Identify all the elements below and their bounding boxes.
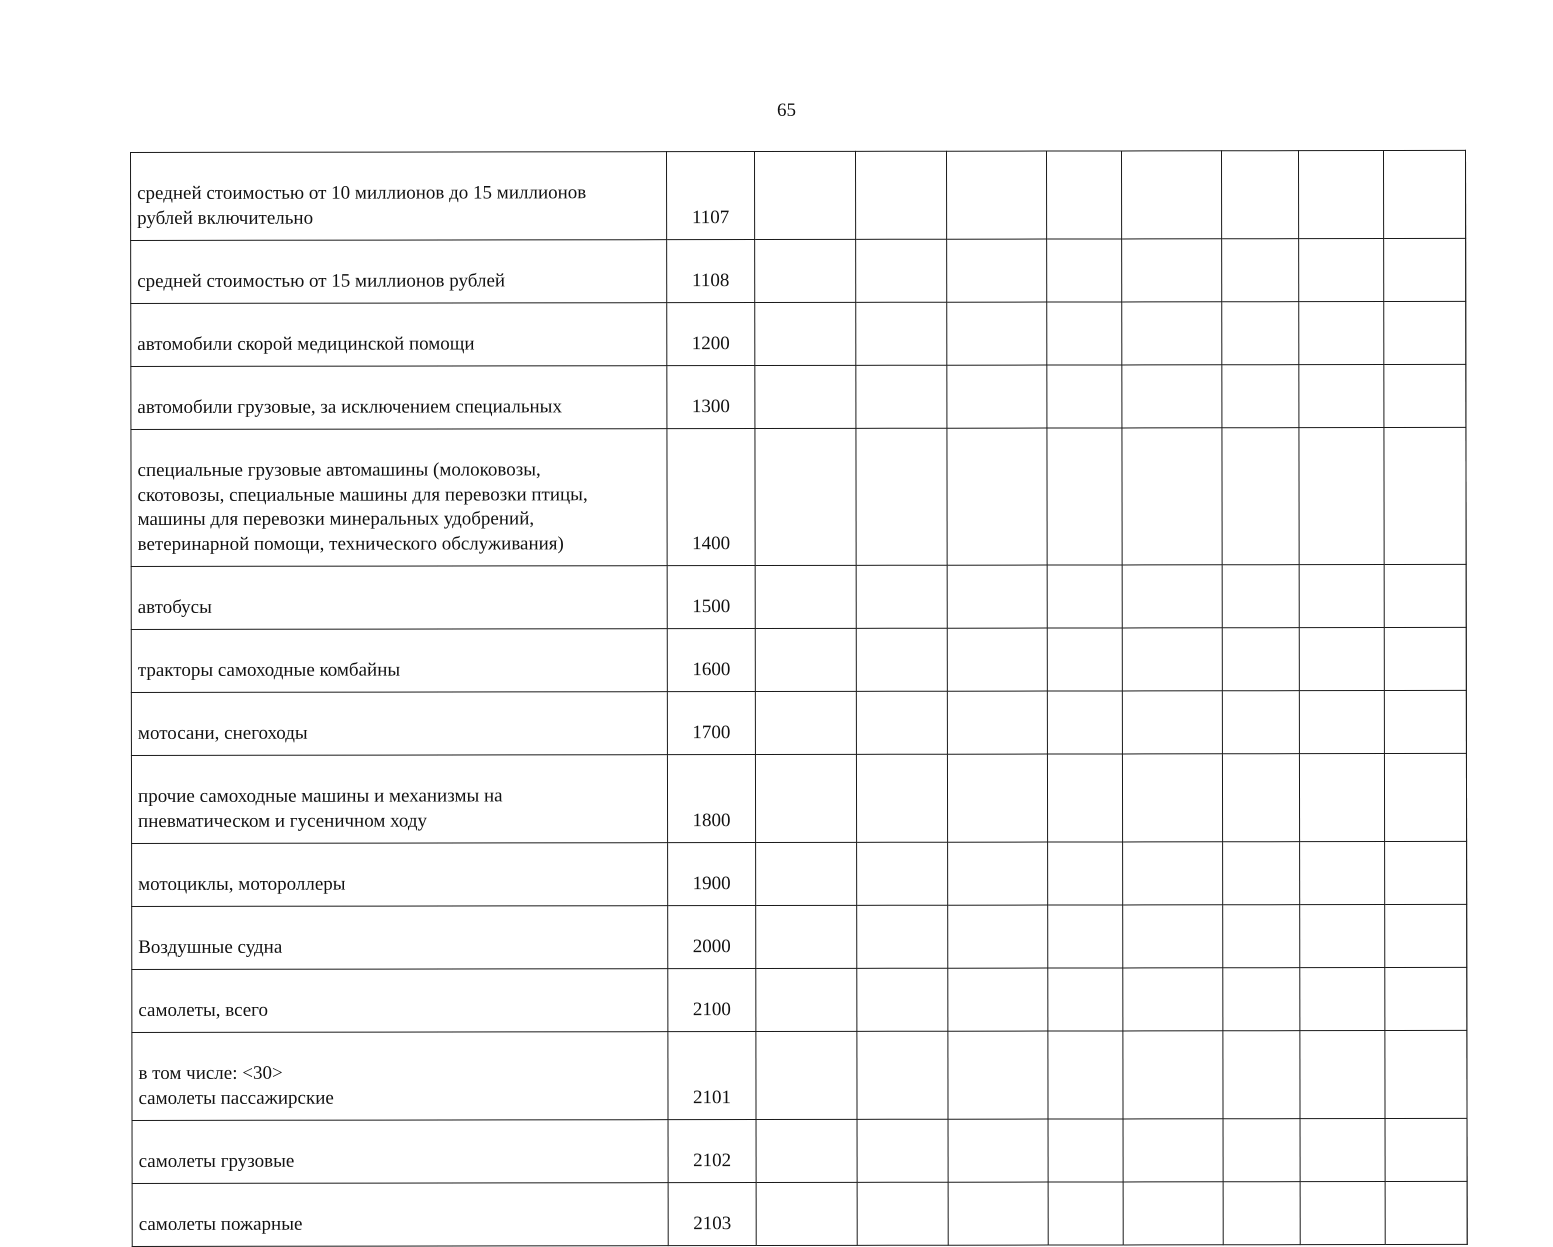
- data-cell[interactable]: [1046, 151, 1121, 239]
- data-cell[interactable]: [857, 1031, 948, 1119]
- data-cell[interactable]: [948, 905, 1048, 968]
- table-row: [131, 427, 1466, 566]
- data-cell[interactable]: [1223, 1119, 1300, 1182]
- data-cell[interactable]: [1047, 239, 1122, 302]
- data-cell[interactable]: [1223, 1031, 1300, 1119]
- data-cell[interactable]: [1299, 365, 1384, 428]
- data-cell[interactable]: [1300, 1182, 1385, 1245]
- data-cell[interactable]: [1047, 754, 1122, 842]
- row-label-line: рублей включительно: [137, 206, 660, 231]
- row-code: 1700: [667, 692, 755, 755]
- data-cell[interactable]: [856, 239, 947, 302]
- row-label-line: Воздушные судна: [138, 935, 661, 960]
- data-cell[interactable]: [1300, 1031, 1385, 1119]
- row-label-line: скотовозы, специальные машины для перевозки птицы,: [138, 483, 661, 508]
- row-label-line: самолеты пожарные: [139, 1212, 662, 1237]
- row-label: [131, 566, 667, 630]
- row-code: 1800: [667, 755, 755, 843]
- data-cell[interactable]: [948, 1182, 1048, 1245]
- data-cell[interactable]: [1222, 565, 1299, 628]
- row-label-line: пневматическом и гусеничном ходу: [138, 809, 661, 834]
- row-label-line: машины для перевозки минеральных удобрений,: [138, 507, 661, 532]
- row-label: [131, 240, 667, 304]
- data-cell[interactable]: [1384, 364, 1466, 427]
- row-label: [131, 303, 667, 367]
- data-cell[interactable]: [756, 1031, 857, 1119]
- data-cell[interactable]: [1221, 151, 1298, 239]
- data-cell[interactable]: [1222, 428, 1299, 565]
- data-cell[interactable]: [857, 1182, 948, 1245]
- data-cell[interactable]: [755, 365, 856, 428]
- row-code: 1108: [667, 240, 755, 303]
- row-code: 1900: [668, 843, 756, 906]
- data-cell[interactable]: [1047, 302, 1122, 365]
- data-cell[interactable]: [947, 628, 1047, 691]
- data-cell[interactable]: [947, 302, 1047, 365]
- row-label-line: мотосани, снегоходы: [138, 721, 661, 746]
- table-row: [132, 904, 1467, 969]
- data-cell[interactable]: [856, 691, 947, 754]
- data-cell[interactable]: [1122, 691, 1222, 754]
- row-label: [132, 1183, 668, 1247]
- table-row: [131, 627, 1466, 692]
- data-cell[interactable]: [1385, 967, 1467, 1030]
- table-row: [132, 1118, 1467, 1183]
- data-cell[interactable]: [855, 151, 946, 239]
- row-label: [131, 366, 667, 430]
- data-cell[interactable]: [1384, 238, 1466, 301]
- data-cell[interactable]: [948, 1119, 1048, 1182]
- row-label-line: автомобили скорой медицинской помощи: [137, 332, 660, 357]
- data-cell[interactable]: [1222, 302, 1299, 365]
- row-label-line: мотоциклы, мотороллеры: [138, 872, 661, 897]
- row-label-line: ветеринарной помощи, технического обслуживания): [138, 532, 661, 557]
- data-cell[interactable]: [1122, 628, 1222, 691]
- data-cell[interactable]: [1122, 302, 1222, 365]
- data-cell[interactable]: [1384, 753, 1466, 841]
- row-label-line: самолеты грузовые: [139, 1149, 662, 1174]
- data-cell[interactable]: [856, 754, 947, 842]
- row-code: 2101: [668, 1032, 756, 1120]
- data-cell[interactable]: [948, 968, 1048, 1031]
- data-cell[interactable]: [1222, 754, 1299, 842]
- data-cell[interactable]: [1299, 565, 1384, 628]
- row-label-line: прочие самоходные машины и механизмы на: [138, 784, 661, 809]
- row-code: 2103: [668, 1183, 756, 1246]
- data-cell[interactable]: [1383, 150, 1465, 238]
- data-cell[interactable]: [1048, 1119, 1123, 1182]
- row-label-line: тракторы самоходные комбайны: [138, 658, 661, 683]
- table-row: [132, 841, 1467, 906]
- table-row: [132, 1181, 1467, 1246]
- data-cell[interactable]: [857, 842, 948, 905]
- row-code: 1400: [667, 429, 755, 566]
- row-label-line: автобусы: [138, 595, 661, 620]
- data-cell[interactable]: [947, 754, 1047, 842]
- data-cell[interactable]: [1299, 691, 1384, 754]
- data-cell[interactable]: [755, 428, 856, 565]
- data-cell[interactable]: [856, 628, 947, 691]
- table-row: [132, 1030, 1467, 1120]
- row-label: [132, 906, 668, 970]
- data-cell[interactable]: [1299, 754, 1384, 842]
- table-row: [131, 364, 1466, 429]
- data-cell[interactable]: [1048, 842, 1123, 905]
- row-label-line: самолеты пассажирские: [138, 1086, 661, 1111]
- row-code: 1200: [667, 303, 755, 366]
- data-cell[interactable]: [1123, 1119, 1223, 1182]
- data-cell[interactable]: [947, 239, 1047, 302]
- data-cell[interactable]: [1047, 691, 1122, 754]
- data-cell[interactable]: [1298, 151, 1383, 239]
- data-cell[interactable]: [1222, 691, 1299, 754]
- data-cell[interactable]: [1123, 1031, 1223, 1119]
- data-cell[interactable]: [948, 1031, 1048, 1119]
- data-cell[interactable]: [1223, 905, 1300, 968]
- data-cell[interactable]: [857, 968, 948, 1031]
- row-label-line: средней стоимостью от 10 миллионов до 15 миллионов: [137, 181, 660, 206]
- row-code: 1600: [667, 629, 755, 692]
- data-cell[interactable]: [1385, 841, 1467, 904]
- row-code: 1500: [667, 566, 755, 629]
- data-cell[interactable]: [1384, 564, 1466, 627]
- data-cell[interactable]: [856, 428, 947, 565]
- data-cell[interactable]: [1222, 628, 1299, 691]
- data-cell[interactable]: [1384, 301, 1466, 364]
- data-cell[interactable]: [1048, 905, 1123, 968]
- data-cell[interactable]: [756, 842, 857, 905]
- data-cell[interactable]: [1121, 151, 1221, 239]
- data-cell[interactable]: [1223, 1182, 1300, 1245]
- data-cell[interactable]: [755, 628, 856, 691]
- data-cell[interactable]: [1122, 365, 1222, 428]
- table-row: [131, 150, 1466, 240]
- data-cell[interactable]: [755, 691, 856, 754]
- data-cell[interactable]: [1299, 239, 1384, 302]
- data-cell[interactable]: [857, 1119, 948, 1182]
- table-row: [131, 301, 1466, 366]
- table-body: [131, 150, 1468, 1246]
- data-cell[interactable]: [1384, 627, 1466, 690]
- row-label-line: самолеты, всего: [138, 998, 661, 1023]
- data-cell[interactable]: [1299, 302, 1384, 365]
- row-label-line: в том числе: <30>: [138, 1061, 661, 1086]
- data-cell[interactable]: [947, 365, 1047, 428]
- data-cell[interactable]: [948, 842, 1048, 905]
- data-cell[interactable]: [1047, 565, 1122, 628]
- data-cell[interactable]: [755, 565, 856, 628]
- data-cell[interactable]: [1300, 905, 1385, 968]
- data-cell[interactable]: [857, 905, 948, 968]
- table-row: [131, 753, 1466, 843]
- data-cell[interactable]: [1123, 842, 1223, 905]
- data-cell[interactable]: [1385, 1030, 1467, 1118]
- data-cell[interactable]: [1223, 968, 1300, 1031]
- data-cell[interactable]: [755, 239, 856, 302]
- row-label: [132, 1120, 668, 1184]
- data-cell[interactable]: [1122, 428, 1222, 565]
- data-cell[interactable]: [1300, 1119, 1385, 1182]
- data-cell[interactable]: [755, 754, 856, 842]
- row-label: [131, 692, 667, 756]
- row-code: 1300: [667, 366, 755, 429]
- row-label-line: специальные грузовые автомашины (молоковозы,: [137, 458, 660, 483]
- report-table: [130, 150, 1468, 1247]
- table-row: [131, 564, 1466, 629]
- data-cell[interactable]: [1123, 968, 1223, 1031]
- row-code: 1107: [667, 152, 755, 240]
- data-cell[interactable]: [1222, 239, 1299, 302]
- data-cell[interactable]: [1122, 239, 1222, 302]
- data-cell[interactable]: [756, 968, 857, 1031]
- row-label: [132, 1032, 668, 1121]
- data-cell[interactable]: [1300, 968, 1385, 1031]
- data-cell[interactable]: [1300, 842, 1385, 905]
- data-cell[interactable]: [1123, 1182, 1223, 1245]
- row-code: 2000: [668, 906, 756, 969]
- data-cell[interactable]: [1385, 904, 1467, 967]
- row-label: [132, 969, 668, 1033]
- data-cell[interactable]: [1047, 365, 1122, 428]
- row-label-line: автомобили грузовые, за исключением специальных: [137, 395, 660, 420]
- row-label: [132, 843, 668, 907]
- data-cell[interactable]: [1047, 628, 1122, 691]
- data-cell[interactable]: [755, 151, 856, 239]
- row-label: [131, 755, 667, 844]
- data-cell[interactable]: [1222, 365, 1299, 428]
- data-cell[interactable]: [1384, 427, 1466, 564]
- row-label: [131, 152, 667, 241]
- data-cell[interactable]: [755, 302, 856, 365]
- data-cell[interactable]: [1384, 690, 1466, 753]
- data-cell[interactable]: [947, 428, 1047, 565]
- table-row: [132, 967, 1467, 1032]
- data-cell[interactable]: [756, 905, 857, 968]
- table-row: [131, 690, 1466, 755]
- data-cell[interactable]: [1385, 1118, 1467, 1181]
- data-cell[interactable]: [1048, 968, 1123, 1031]
- data-cell[interactable]: [1048, 1031, 1123, 1119]
- data-cell[interactable]: [1123, 905, 1223, 968]
- data-cell[interactable]: [1122, 565, 1222, 628]
- data-cell[interactable]: [756, 1182, 857, 1245]
- data-cell[interactable]: [1048, 1182, 1123, 1245]
- data-cell[interactable]: [856, 565, 947, 628]
- row-label: [131, 429, 667, 567]
- table-row: [131, 238, 1466, 303]
- data-cell[interactable]: [1122, 754, 1222, 842]
- row-label: [131, 629, 667, 693]
- row-code: 2102: [668, 1120, 756, 1183]
- data-cell[interactable]: [947, 565, 1047, 628]
- data-cell[interactable]: [946, 151, 1046, 239]
- row-label-line: средней стоимостью от 15 миллионов рублей: [137, 269, 660, 294]
- data-cell[interactable]: [1047, 428, 1122, 565]
- data-cell[interactable]: [856, 365, 947, 428]
- data-cell[interactable]: [1385, 1181, 1467, 1244]
- page-number: 65: [0, 100, 1553, 122]
- data-cell[interactable]: [856, 302, 947, 365]
- data-cell[interactable]: [756, 1119, 857, 1182]
- data-cell[interactable]: [1299, 628, 1384, 691]
- data-cell[interactable]: [947, 691, 1047, 754]
- row-code: 2100: [668, 969, 756, 1032]
- data-cell[interactable]: [1299, 428, 1384, 565]
- data-cell[interactable]: [1223, 842, 1300, 905]
